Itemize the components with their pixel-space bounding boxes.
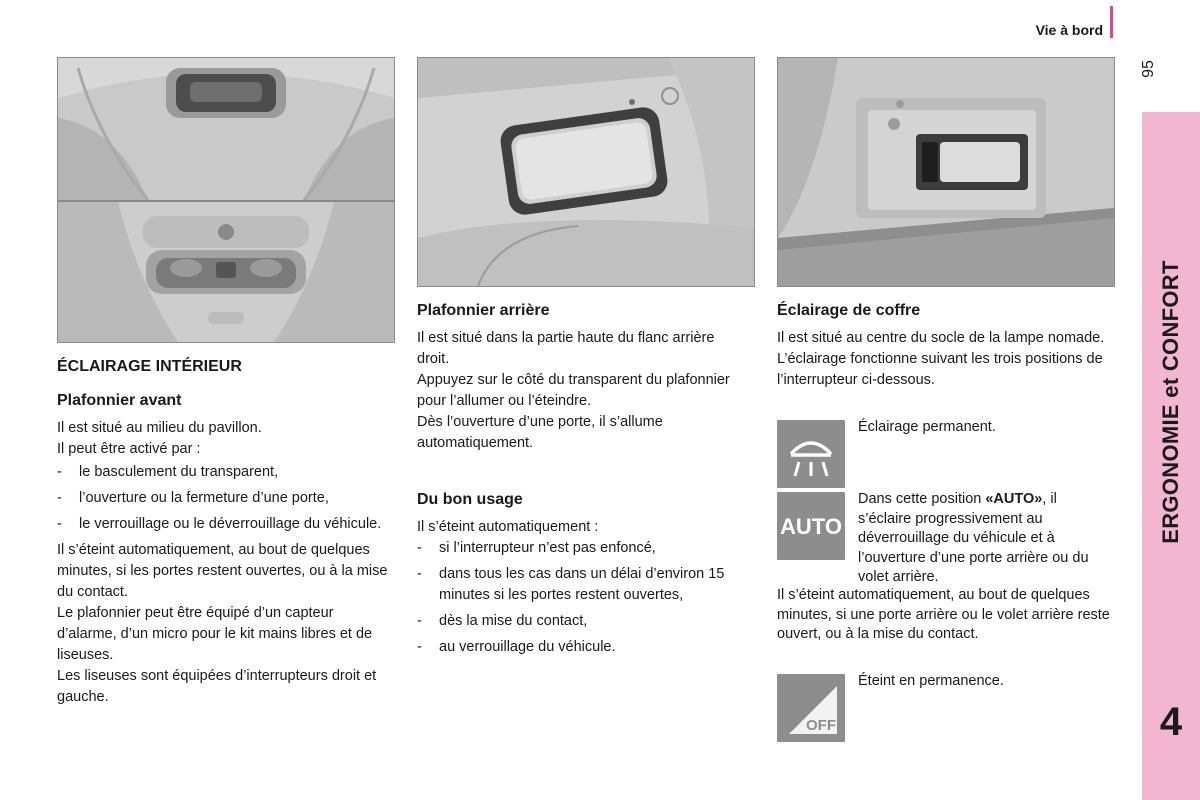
page-number: 95 <box>1140 60 1157 78</box>
chapter-number: 4 <box>1159 700 1183 744</box>
list-item: - dans tous les cas dans un délai d’environ 15 minutes si les portes restent ouvertes, <box>417 564 757 606</box>
subheading-good-usage: Du bon usage <box>417 491 523 508</box>
list-item: - si l’interrupteur n’est pas enfoncé, <box>417 538 757 559</box>
chapter-title <box>1142 112 1200 692</box>
header-section-title: Vie à bord <box>1035 22 1103 38</box>
auto-text-bold: «AUTO» <box>985 491 1043 507</box>
auto-text-post: , il s’éclaire progressivement au déverrouillage du véhicule et à l’ouverture d’une porte arrière ou du volet arrière. <box>858 491 1089 585</box>
section-heading-interior-lighting: ÉCLAIRAGE INTÉRIEUR <box>57 358 242 375</box>
list-item: - l’ouverture ou la fermeture d’une porte, <box>57 488 392 509</box>
boot-lighting-body <box>777 328 1112 391</box>
off-label: OFF <box>806 717 836 734</box>
rear-dome-light-body <box>417 328 747 454</box>
position-permanent-text: Éclairage permanent. <box>858 419 996 435</box>
text-line: Il s’éteint automatiquement : <box>417 519 599 535</box>
paragraph: L’éclairage fonctionne suivant les trois positions de l’interrupteur ci-dessous. <box>777 351 1103 388</box>
paragraph: Il est situé au centre du socle de la lampe nomade. <box>777 330 1105 346</box>
paragraph: Le plafonnier peut être équipé d’un capteur d’alarme, d’un micro pour le kit mains libres et de liseuses. <box>57 605 373 663</box>
header-accent-rule <box>1110 6 1113 38</box>
chapter-title-text: ERGONOMIE et CONFORT <box>1158 260 1183 544</box>
paragraph: Les liseuses sont équipées d’interrupteurs droit et gauche. <box>57 668 377 705</box>
front-reading-lights-photo <box>57 201 395 343</box>
paragraph: Appuyez sur le côté du transparent du plafonnier pour l’allumer ou l’éteindre. <box>417 372 730 409</box>
subheading-rear-dome-light: Plafonnier arrière <box>417 302 550 319</box>
dome-light-on-icon <box>777 420 845 488</box>
subheading-front-dome-light: Plafonnier avant <box>57 392 182 409</box>
text-line: Il est situé au milieu du pavillon. <box>57 420 262 436</box>
position-off-text: Éteint en permanence. <box>858 673 1004 689</box>
list-item: - le basculement du transparent, <box>57 462 392 483</box>
activation-list <box>57 462 392 535</box>
auto-label: AUTO <box>780 514 842 539</box>
rear-dome-light-photo <box>417 57 755 287</box>
list-item: - dès la mise du contact, <box>417 611 757 632</box>
front-dome-light-photo <box>57 57 395 201</box>
light-off-icon <box>777 674 845 742</box>
good-usage-body <box>417 517 757 663</box>
auto-switch-icon <box>777 492 845 560</box>
subheading-boot-lighting: Éclairage de coffre <box>777 302 921 319</box>
text-line: Il peut être activé par : <box>57 441 201 457</box>
paragraph: Il est situé dans la partie haute du flanc arrière droit. <box>417 330 715 367</box>
boot-light-photo <box>777 57 1115 287</box>
front-dome-light-body <box>57 418 392 708</box>
list-item: - le verrouillage ou le déverrouillage du véhicule. <box>57 514 392 535</box>
auto-off-list <box>417 538 757 658</box>
paragraph: Il s’éteint automatiquement, au bout de quelques minutes, si les portes restent ouvertes, ou à la mise du contact. <box>57 542 388 600</box>
boot-auto-off-paragraph: Il s’éteint automatiquement, au bout de quelques minutes, si une porte arrière ou le volet arrière reste ouvert, ou à la mise du contact. <box>777 587 1110 642</box>
paragraph: Dès l’ouverture d’une porte, il s’allume automatiquement. <box>417 414 663 451</box>
list-item: - au verrouillage du véhicule. <box>417 637 757 658</box>
position-auto-text <box>858 490 1112 588</box>
auto-text-pre: Dans cette position <box>858 491 986 507</box>
